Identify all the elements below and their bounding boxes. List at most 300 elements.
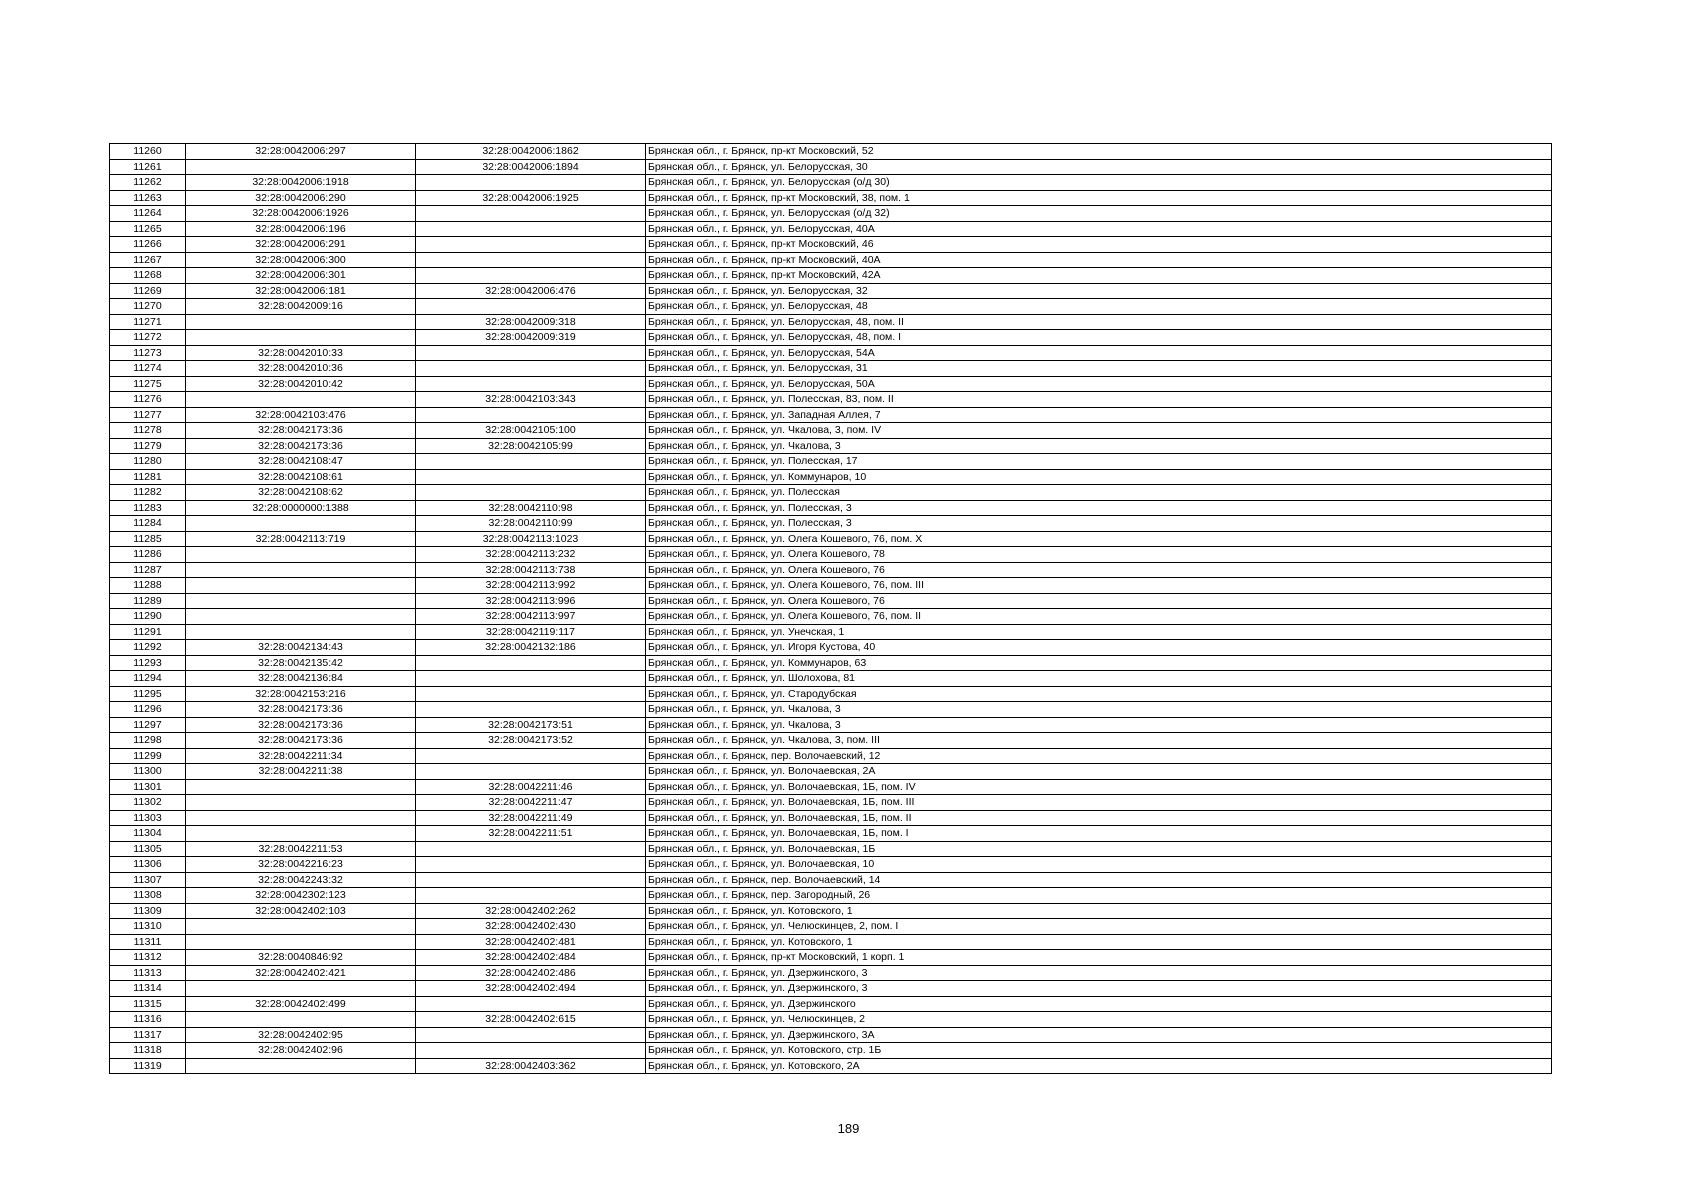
- cadastral-number-cell: [186, 779, 416, 795]
- table-row: [110, 1012, 1552, 1028]
- address-cell: Брянская обл., г. Брянск, ул. Западная Аллея, 7: [646, 407, 1552, 423]
- cadastral-number-cell: 32:28:0042402:421: [186, 965, 416, 981]
- row-number-cell: 11276: [110, 392, 186, 408]
- object-number-cell: 32:28:0042006:1894: [416, 159, 646, 175]
- cadastral-number-cell: [186, 159, 416, 175]
- address-cell: Брянская обл., г. Брянск, ул. Коммунаров, 10: [646, 469, 1552, 485]
- row-number-cell: 11313: [110, 965, 186, 981]
- address-cell: Брянская обл., г. Брянск, ул. Полесская: [646, 485, 1552, 501]
- cadastral-number-cell: 32:28:0042010:42: [186, 376, 416, 392]
- row-number-cell: 11282: [110, 485, 186, 501]
- table-row: [110, 268, 1552, 284]
- object-number-cell: 32:28:0042211:51: [416, 826, 646, 842]
- cadastral-number-cell: [186, 392, 416, 408]
- address-cell: Брянская обл., г. Брянск, пр-кт Московский, 46: [646, 237, 1552, 253]
- object-number-cell: [416, 996, 646, 1012]
- table-row: [110, 888, 1552, 904]
- object-number-cell: [416, 206, 646, 222]
- table-row: [110, 671, 1552, 687]
- table-row: [110, 283, 1552, 299]
- row-number-cell: 11280: [110, 454, 186, 470]
- object-number-cell: 32:28:0042105:99: [416, 438, 646, 454]
- cadastral-number-cell: 32:28:0042009:16: [186, 299, 416, 315]
- object-number-cell: 32:28:0042110:98: [416, 500, 646, 516]
- row-number-cell: 11294: [110, 671, 186, 687]
- object-number-cell: 32:28:0042006:1925: [416, 190, 646, 206]
- object-number-cell: [416, 1043, 646, 1059]
- cadastral-number-cell: 32:28:0042006:291: [186, 237, 416, 253]
- address-cell: Брянская обл., г. Брянск, пр-кт Московский, 38, пом. 1: [646, 190, 1552, 206]
- row-number-cell: 11278: [110, 423, 186, 439]
- row-number-cell: 11309: [110, 903, 186, 919]
- cadastral-number-cell: 32:28:0040846:92: [186, 950, 416, 966]
- cadastral-number-cell: [186, 810, 416, 826]
- object-number-cell: [416, 748, 646, 764]
- address-cell: Брянская обл., г. Брянск, ул. Волочаевская, 1Б, пом. IV: [646, 779, 1552, 795]
- table-row: [110, 376, 1552, 392]
- row-number-cell: 11290: [110, 609, 186, 625]
- table-row: [110, 454, 1552, 470]
- table-row: [110, 578, 1552, 594]
- row-number-cell: 11314: [110, 981, 186, 997]
- address-cell: Брянская обл., г. Брянск, ул. Белорусская, 31: [646, 361, 1552, 377]
- row-number-cell: 11267: [110, 252, 186, 268]
- row-number-cell: 11263: [110, 190, 186, 206]
- address-cell: Брянская обл., г. Брянск, ул. Белорусская (о/д 32): [646, 206, 1552, 222]
- table-row: [110, 423, 1552, 439]
- table-row: [110, 299, 1552, 315]
- object-number-cell: 32:28:0042211:46: [416, 779, 646, 795]
- address-cell: Брянская обл., г. Брянск, ул. Белорусская, 30: [646, 159, 1552, 175]
- table-row: [110, 159, 1552, 175]
- cadastral-number-cell: 32:28:0042153:216: [186, 686, 416, 702]
- row-number-cell: 11273: [110, 345, 186, 361]
- address-cell: Брянская обл., г. Брянск, пер. Загородный, 26: [646, 888, 1552, 904]
- object-number-cell: 32:28:0042009:318: [416, 314, 646, 330]
- object-number-cell: 32:28:0042113:992: [416, 578, 646, 594]
- cadastral-number-cell: 32:28:0042136:84: [186, 671, 416, 687]
- object-number-cell: 32:28:0042105:100: [416, 423, 646, 439]
- address-cell: Брянская обл., г. Брянск, ул. Волочаевская, 10: [646, 857, 1552, 873]
- cadastral-number-cell: 32:28:0042006:297: [186, 144, 416, 160]
- row-number-cell: 11298: [110, 733, 186, 749]
- table-row: [110, 314, 1552, 330]
- row-number-cell: 11288: [110, 578, 186, 594]
- table-row: [110, 485, 1552, 501]
- table-row: [110, 655, 1552, 671]
- address-cell: Брянская обл., г. Брянск, ул. Унечская, 1: [646, 624, 1552, 640]
- table-row: [110, 779, 1552, 795]
- cadastral-number-cell: 32:28:0042006:290: [186, 190, 416, 206]
- row-number-cell: 11265: [110, 221, 186, 237]
- row-number-cell: 11264: [110, 206, 186, 222]
- row-number-cell: 11307: [110, 872, 186, 888]
- row-number-cell: 11315: [110, 996, 186, 1012]
- object-number-cell: 32:28:0042402:494: [416, 981, 646, 997]
- cadastral-number-cell: [186, 609, 416, 625]
- table-row: [110, 345, 1552, 361]
- address-cell: Брянская обл., г. Брянск, ул. Олега Кошевого, 78: [646, 547, 1552, 563]
- cadastral-number-cell: 32:28:0042302:123: [186, 888, 416, 904]
- cadastral-number-cell: 32:28:0042402:96: [186, 1043, 416, 1059]
- table-row: [110, 330, 1552, 346]
- table-row: [110, 686, 1552, 702]
- address-cell: Брянская обл., г. Брянск, ул. Дзержинского: [646, 996, 1552, 1012]
- address-cell: Брянская обл., г. Брянск, ул. Белорусская, 40А: [646, 221, 1552, 237]
- object-number-cell: [416, 237, 646, 253]
- address-cell: Брянская обл., г. Брянск, ул. Чкалова, 3, пом. III: [646, 733, 1552, 749]
- table-row: [110, 919, 1552, 935]
- address-cell: Брянская обл., г. Брянск, ул. Котовского, стр. 1Б: [646, 1043, 1552, 1059]
- address-cell: Брянская обл., г. Брянск, ул. Полесская, 3: [646, 516, 1552, 532]
- table-row: [110, 934, 1552, 950]
- table-row: [110, 500, 1552, 516]
- registry-table-body: [110, 144, 1552, 1074]
- cadastral-number-cell: 32:28:0042216:23: [186, 857, 416, 873]
- address-cell: Брянская обл., г. Брянск, ул. Волочаевская, 1Б, пом. III: [646, 795, 1552, 811]
- cadastral-number-cell: 32:28:0042135:42: [186, 655, 416, 671]
- table-row: [110, 1043, 1552, 1059]
- row-number-cell: 11317: [110, 1027, 186, 1043]
- address-cell: Брянская обл., г. Брянск, ул. Стародубская: [646, 686, 1552, 702]
- address-cell: Брянская обл., г. Брянск, пр-кт Московский, 52: [646, 144, 1552, 160]
- address-cell: Брянская обл., г. Брянск, пр-кт Московский, 1 корп. 1: [646, 950, 1552, 966]
- object-number-cell: 32:28:0042211:49: [416, 810, 646, 826]
- table-row: [110, 206, 1552, 222]
- cadastral-number-cell: 32:28:0042211:34: [186, 748, 416, 764]
- address-cell: Брянская обл., г. Брянск, ул. Волочаевская, 1Б, пом. II: [646, 810, 1552, 826]
- row-number-cell: 11318: [110, 1043, 186, 1059]
- object-number-cell: [416, 299, 646, 315]
- row-number-cell: 11272: [110, 330, 186, 346]
- table-row: [110, 702, 1552, 718]
- cadastral-number-cell: [186, 826, 416, 842]
- row-number-cell: 11300: [110, 764, 186, 780]
- table-row: [110, 1058, 1552, 1074]
- cadastral-number-cell: [186, 1058, 416, 1074]
- cadastral-number-cell: 32:28:0042010:33: [186, 345, 416, 361]
- row-number-cell: 11303: [110, 810, 186, 826]
- cadastral-number-cell: 32:28:0042211:38: [186, 764, 416, 780]
- object-number-cell: [416, 888, 646, 904]
- address-cell: Брянская обл., г. Брянск, пр-кт Московский, 42А: [646, 268, 1552, 284]
- cadastral-number-cell: [186, 795, 416, 811]
- address-cell: Брянская обл., г. Брянск, ул. Белорусская, 50А: [646, 376, 1552, 392]
- row-number-cell: 11283: [110, 500, 186, 516]
- table-row: [110, 748, 1552, 764]
- object-number-cell: 32:28:0042006:1862: [416, 144, 646, 160]
- table-row: [110, 547, 1552, 563]
- cadastral-number-cell: [186, 562, 416, 578]
- row-number-cell: 11268: [110, 268, 186, 284]
- object-number-cell: 32:28:0042119:117: [416, 624, 646, 640]
- table-row: [110, 640, 1552, 656]
- address-cell: Брянская обл., г. Брянск, ул. Коммунаров, 63: [646, 655, 1552, 671]
- table-row: [110, 624, 1552, 640]
- cadastral-number-cell: 32:28:0042402:103: [186, 903, 416, 919]
- table-row: [110, 795, 1552, 811]
- object-number-cell: 32:28:0042402:484: [416, 950, 646, 966]
- cadastral-number-cell: 32:28:0042006:300: [186, 252, 416, 268]
- cadastral-number-cell: 32:28:0042211:53: [186, 841, 416, 857]
- table-row: [110, 841, 1552, 857]
- address-cell: Брянская обл., г. Брянск, ул. Белорусская, 32: [646, 283, 1552, 299]
- row-number-cell: 11312: [110, 950, 186, 966]
- address-cell: Брянская обл., г. Брянск, ул. Олега Кошевого, 76, пом. III: [646, 578, 1552, 594]
- cadastral-number-cell: 32:28:0042006:181: [186, 283, 416, 299]
- object-number-cell: [416, 268, 646, 284]
- cadastral-number-cell: 32:28:0042134:43: [186, 640, 416, 656]
- row-number-cell: 11291: [110, 624, 186, 640]
- object-number-cell: [416, 764, 646, 780]
- cadastral-number-cell: 32:28:0000000:1388: [186, 500, 416, 516]
- table-row: [110, 237, 1552, 253]
- row-number-cell: 11262: [110, 175, 186, 191]
- address-cell: Брянская обл., г. Брянск, пер. Волочаевский, 12: [646, 748, 1552, 764]
- address-cell: Брянская обл., г. Брянск, ул. Чкалова, 3, пом. IV: [646, 423, 1552, 439]
- cadastral-number-cell: [186, 314, 416, 330]
- address-cell: Брянская обл., г. Брянск, ул. Челюскинцев, 2: [646, 1012, 1552, 1028]
- row-number-cell: 11316: [110, 1012, 186, 1028]
- table-row: [110, 407, 1552, 423]
- cadastral-number-cell: 32:28:0042173:36: [186, 702, 416, 718]
- object-number-cell: [416, 252, 646, 268]
- object-number-cell: [416, 407, 646, 423]
- object-number-cell: [416, 686, 646, 702]
- table-row: [110, 562, 1552, 578]
- object-number-cell: 32:28:0042211:47: [416, 795, 646, 811]
- table-row: [110, 981, 1552, 997]
- row-number-cell: 11277: [110, 407, 186, 423]
- row-number-cell: 11305: [110, 841, 186, 857]
- cadastral-number-cell: 32:28:0042173:36: [186, 717, 416, 733]
- row-number-cell: 11292: [110, 640, 186, 656]
- object-number-cell: 32:28:0042009:319: [416, 330, 646, 346]
- object-number-cell: [416, 361, 646, 377]
- cadastral-number-cell: [186, 593, 416, 609]
- object-number-cell: [416, 221, 646, 237]
- address-cell: Брянская обл., г. Брянск, ул. Олега Кошевого, 76: [646, 562, 1552, 578]
- address-cell: Брянская обл., г. Брянск, ул. Белорусская, 48: [646, 299, 1552, 315]
- table-row: [110, 531, 1552, 547]
- address-cell: Брянская обл., г. Брянск, пер. Волочаевский, 14: [646, 872, 1552, 888]
- table-row: [110, 1027, 1552, 1043]
- object-number-cell: 32:28:0042173:51: [416, 717, 646, 733]
- row-number-cell: 11281: [110, 469, 186, 485]
- object-number-cell: 32:28:0042402:262: [416, 903, 646, 919]
- address-cell: Брянская обл., г. Брянск, ул. Чкалова, 3: [646, 438, 1552, 454]
- object-number-cell: 32:28:0042113:997: [416, 609, 646, 625]
- table-row: [110, 903, 1552, 919]
- cadastral-number-cell: 32:28:0042006:1926: [186, 206, 416, 222]
- row-number-cell: 11295: [110, 686, 186, 702]
- object-number-cell: 32:28:0042113:738: [416, 562, 646, 578]
- row-number-cell: 11285: [110, 531, 186, 547]
- object-number-cell: [416, 485, 646, 501]
- object-number-cell: 32:28:0042402:615: [416, 1012, 646, 1028]
- cadastral-number-cell: 32:28:0042006:196: [186, 221, 416, 237]
- object-number-cell: 32:28:0042113:1023: [416, 531, 646, 547]
- cadastral-number-cell: 32:28:0042108:47: [186, 454, 416, 470]
- table-row: [110, 717, 1552, 733]
- object-number-cell: [416, 345, 646, 361]
- table-row: [110, 996, 1552, 1012]
- address-cell: Брянская обл., г. Брянск, ул. Котовского, 1: [646, 934, 1552, 950]
- address-cell: Брянская обл., г. Брянск, ул. Олега Кошевого, 76: [646, 593, 1552, 609]
- row-number-cell: 11311: [110, 934, 186, 950]
- row-number-cell: 11260: [110, 144, 186, 160]
- cadastral-number-cell: [186, 547, 416, 563]
- object-number-cell: 32:28:0042103:343: [416, 392, 646, 408]
- cadastral-number-cell: 32:28:0042173:36: [186, 438, 416, 454]
- object-number-cell: [416, 655, 646, 671]
- cadastral-number-cell: [186, 624, 416, 640]
- address-cell: Брянская обл., г. Брянск, ул. Челюскинцев, 2, пом. I: [646, 919, 1552, 935]
- table-row: [110, 438, 1552, 454]
- row-number-cell: 11296: [110, 702, 186, 718]
- cadastral-number-cell: 32:28:0042243:32: [186, 872, 416, 888]
- address-cell: Брянская обл., г. Брянск, ул. Полесская, 83, пом. II: [646, 392, 1552, 408]
- address-cell: Брянская обл., г. Брянск, ул. Полесская, 17: [646, 454, 1552, 470]
- table-row: [110, 190, 1552, 206]
- table-row: [110, 764, 1552, 780]
- address-cell: Брянская обл., г. Брянск, ул. Дзержинского, 3: [646, 981, 1552, 997]
- object-number-cell: 32:28:0042113:232: [416, 547, 646, 563]
- cadastral-number-cell: [186, 934, 416, 950]
- cadastral-number-cell: [186, 330, 416, 346]
- cadastral-number-cell: 32:28:0042402:95: [186, 1027, 416, 1043]
- address-cell: Брянская обл., г. Брянск, ул. Шолохова, 81: [646, 671, 1552, 687]
- address-cell: Брянская обл., г. Брянск, ул. Белорусская, 48, пом. I: [646, 330, 1552, 346]
- row-number-cell: 11279: [110, 438, 186, 454]
- object-number-cell: [416, 1027, 646, 1043]
- cadastral-number-cell: 32:28:0042108:62: [186, 485, 416, 501]
- address-cell: Брянская обл., г. Брянск, ул. Волочаевская, 1Б, пом. I: [646, 826, 1552, 842]
- cadastral-number-cell: 32:28:0042173:36: [186, 423, 416, 439]
- object-number-cell: [416, 872, 646, 888]
- address-cell: Брянская обл., г. Брянск, ул. Олега Кошевого, 76, пом. X: [646, 531, 1552, 547]
- object-number-cell: 32:28:0042403:362: [416, 1058, 646, 1074]
- row-number-cell: 11304: [110, 826, 186, 842]
- address-cell: Брянская обл., г. Брянск, ул. Дзержинского, 3А: [646, 1027, 1552, 1043]
- page-number: 189: [837, 1121, 860, 1136]
- cadastral-number-cell: 32:28:0042010:36: [186, 361, 416, 377]
- cadastral-number-cell: 32:28:0042108:61: [186, 469, 416, 485]
- address-cell: Брянская обл., г. Брянск, ул. Игоря Кустова, 40: [646, 640, 1552, 656]
- object-number-cell: 32:28:0042402:486: [416, 965, 646, 981]
- cadastral-number-cell: [186, 1012, 416, 1028]
- row-number-cell: 11269: [110, 283, 186, 299]
- row-number-cell: 11308: [110, 888, 186, 904]
- address-cell: Брянская обл., г. Брянск, ул. Волочаевская, 1Б: [646, 841, 1552, 857]
- object-number-cell: 32:28:0042173:52: [416, 733, 646, 749]
- cadastral-number-cell: 32:28:0042006:1918: [186, 175, 416, 191]
- row-number-cell: 11299: [110, 748, 186, 764]
- table-row: [110, 733, 1552, 749]
- object-number-cell: [416, 469, 646, 485]
- object-number-cell: [416, 376, 646, 392]
- object-number-cell: [416, 671, 646, 687]
- table-row: [110, 950, 1552, 966]
- table-row: [110, 872, 1552, 888]
- table-row: [110, 810, 1552, 826]
- table-row: [110, 826, 1552, 842]
- cadastral-number-cell: 32:28:0042402:499: [186, 996, 416, 1012]
- address-cell: Брянская обл., г. Брянск, ул. Чкалова, 3: [646, 702, 1552, 718]
- address-cell: Брянская обл., г. Брянск, пр-кт Московский, 40А: [646, 252, 1552, 268]
- table-row: [110, 252, 1552, 268]
- object-number-cell: [416, 454, 646, 470]
- row-number-cell: 11261: [110, 159, 186, 175]
- row-number-cell: 11301: [110, 779, 186, 795]
- object-number-cell: [416, 841, 646, 857]
- table-row: [110, 361, 1552, 377]
- object-number-cell: 32:28:0042110:99: [416, 516, 646, 532]
- row-number-cell: 11274: [110, 361, 186, 377]
- cadastral-number-cell: 32:28:0042113:719: [186, 531, 416, 547]
- address-cell: Брянская обл., г. Брянск, ул. Дзержинского, 3: [646, 965, 1552, 981]
- table-row: [110, 516, 1552, 532]
- row-number-cell: 11293: [110, 655, 186, 671]
- cadastral-number-cell: 32:28:0042173:36: [186, 733, 416, 749]
- cadastral-number-cell: 32:28:0042103:476: [186, 407, 416, 423]
- object-number-cell: 32:28:0042132:186: [416, 640, 646, 656]
- table-row: [110, 175, 1552, 191]
- address-cell: Брянская обл., г. Брянск, ул. Волочаевская, 2А: [646, 764, 1552, 780]
- row-number-cell: 11302: [110, 795, 186, 811]
- cadastral-number-cell: [186, 919, 416, 935]
- address-cell: Брянская обл., г. Брянск, ул. Белорусская, 48, пом. II: [646, 314, 1552, 330]
- address-cell: Брянская обл., г. Брянск, ул. Котовского, 1: [646, 903, 1552, 919]
- address-cell: Брянская обл., г. Брянск, ул. Олега Кошевого, 76, пом. II: [646, 609, 1552, 625]
- address-cell: Брянская обл., г. Брянск, ул. Котовского, 2А: [646, 1058, 1552, 1074]
- row-number-cell: 11319: [110, 1058, 186, 1074]
- object-number-cell: [416, 175, 646, 191]
- cadastral-number-cell: 32:28:0042006:301: [186, 268, 416, 284]
- row-number-cell: 11306: [110, 857, 186, 873]
- row-number-cell: 11275: [110, 376, 186, 392]
- cadastral-number-cell: [186, 981, 416, 997]
- table-row: [110, 965, 1552, 981]
- row-number-cell: 11284: [110, 516, 186, 532]
- object-number-cell: [416, 702, 646, 718]
- address-cell: Брянская обл., г. Брянск, ул. Полесская, 3: [646, 500, 1552, 516]
- table-row: [110, 144, 1552, 160]
- table-row: [110, 221, 1552, 237]
- object-number-cell: [416, 857, 646, 873]
- row-number-cell: 11271: [110, 314, 186, 330]
- object-number-cell: 32:28:0042006:476: [416, 283, 646, 299]
- row-number-cell: 11289: [110, 593, 186, 609]
- address-cell: Брянская обл., г. Брянск, ул. Белорусская, 54А: [646, 345, 1552, 361]
- table-row: [110, 392, 1552, 408]
- row-number-cell: 11297: [110, 717, 186, 733]
- table-row: [110, 609, 1552, 625]
- cadastral-number-cell: [186, 578, 416, 594]
- object-number-cell: 32:28:0042402:481: [416, 934, 646, 950]
- address-cell: Брянская обл., г. Брянск, ул. Чкалова, 3: [646, 717, 1552, 733]
- object-number-cell: 32:28:0042402:430: [416, 919, 646, 935]
- object-number-cell: 32:28:0042113:996: [416, 593, 646, 609]
- row-number-cell: 11286: [110, 547, 186, 563]
- registry-table: [109, 143, 1552, 1074]
- row-number-cell: 11266: [110, 237, 186, 253]
- row-number-cell: 11270: [110, 299, 186, 315]
- row-number-cell: 11310: [110, 919, 186, 935]
- table-row: [110, 593, 1552, 609]
- cadastral-number-cell: [186, 516, 416, 532]
- table-row: [110, 469, 1552, 485]
